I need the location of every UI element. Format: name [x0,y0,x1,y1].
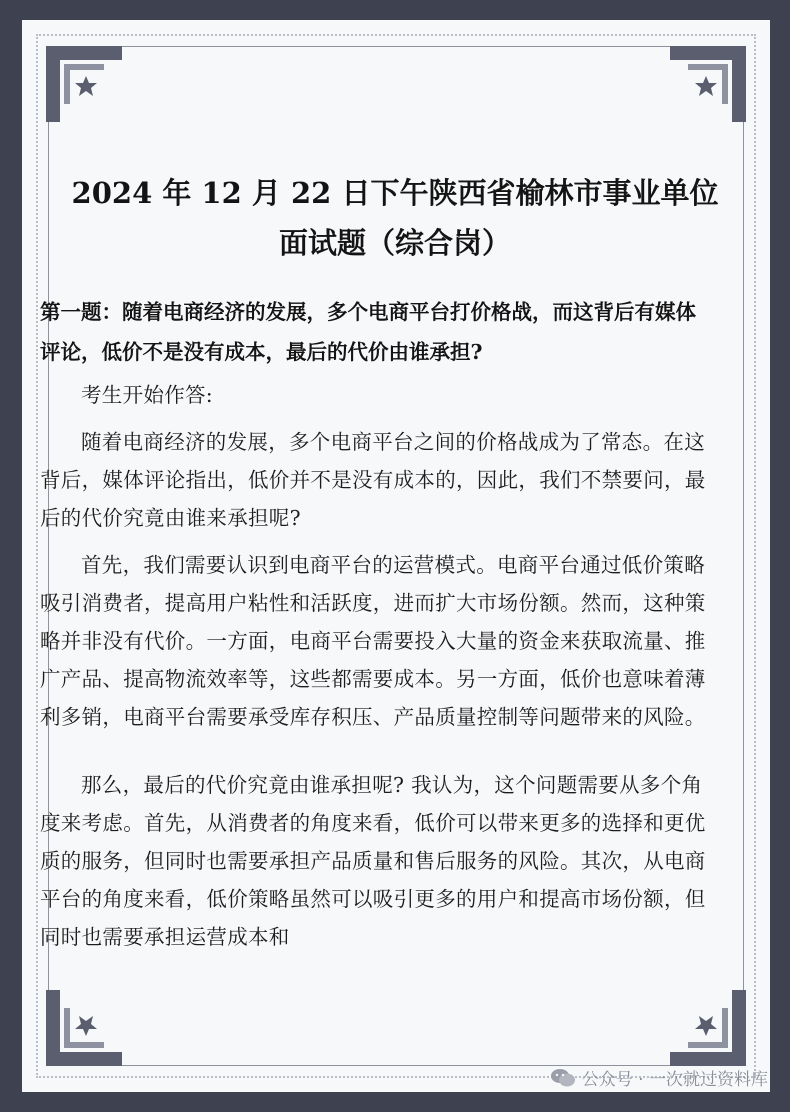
corner-ornament-bottom-right [666,986,750,1070]
wechat-icon [550,1068,576,1088]
title-line-2: 面试题（综合岗） [278,226,511,260]
answer-paragraph-1: 随着电商经济的发展，多个电商平台之间的价格战成为了常态。在这背后，媒体评论指出，低价并不是没有成本的，因此，我们不禁要问，最后的代价究竟由谁来承担呢? [40,430,706,530]
watermark-text: 公众号 · 一次就过资料库 [581,1070,768,1090]
answer-paragraph-2: 首先，我们需要认识到电商平台的运营模式。电商平台通过低价策略吸引消费者，提高用户粘性和活跃度，进而扩大市场份额。然而，这种策略并非没有代价。一方面，电商平台需要投入大量的资金来获取流量、推广产品、提高物流效率等，这些都需要成本。另一方面，低价也意味着薄利多销，电商平台需要承受库存积压、产品质量控制等问题带来的风险。 [40,553,706,729]
question-text: 第一题：随着电商经济的发展，多个电商平台打价格战，而这背后有媒体评论，低价不是没有成本，最后的代价由谁承担? [40,300,696,364]
corner-ornament-bottom-left [42,986,126,1070]
star-icon [75,1016,97,1036]
page-title [40,168,750,268]
corner-ornament-top-right [666,42,750,126]
star-icon [695,76,717,96]
star-icon [75,76,97,96]
answer-intro: 考生开始作答: [81,383,214,407]
title-line-1: 2024 年 12 月 22 日下午陕西省榆林市事业单位 [71,176,719,210]
answer-paragraph-3: 那么，最后的代价究竟由谁承担呢? 我认为，这个问题需要从多个角度来考虑。首先，从消费者的角度来看，低价可以带来更多的选择和更优质的服务，但同时也需要承担产品质量和售后服务的风险。其次，从电商平台的角度来看，低价策略虽然可以吸引更多的用户和提高市场份额，但同时也需要承担运营成本和 [40,773,706,949]
star-icon [695,1016,717,1036]
watermark [550,1065,768,1090]
corner-ornament-top-left [42,42,126,126]
